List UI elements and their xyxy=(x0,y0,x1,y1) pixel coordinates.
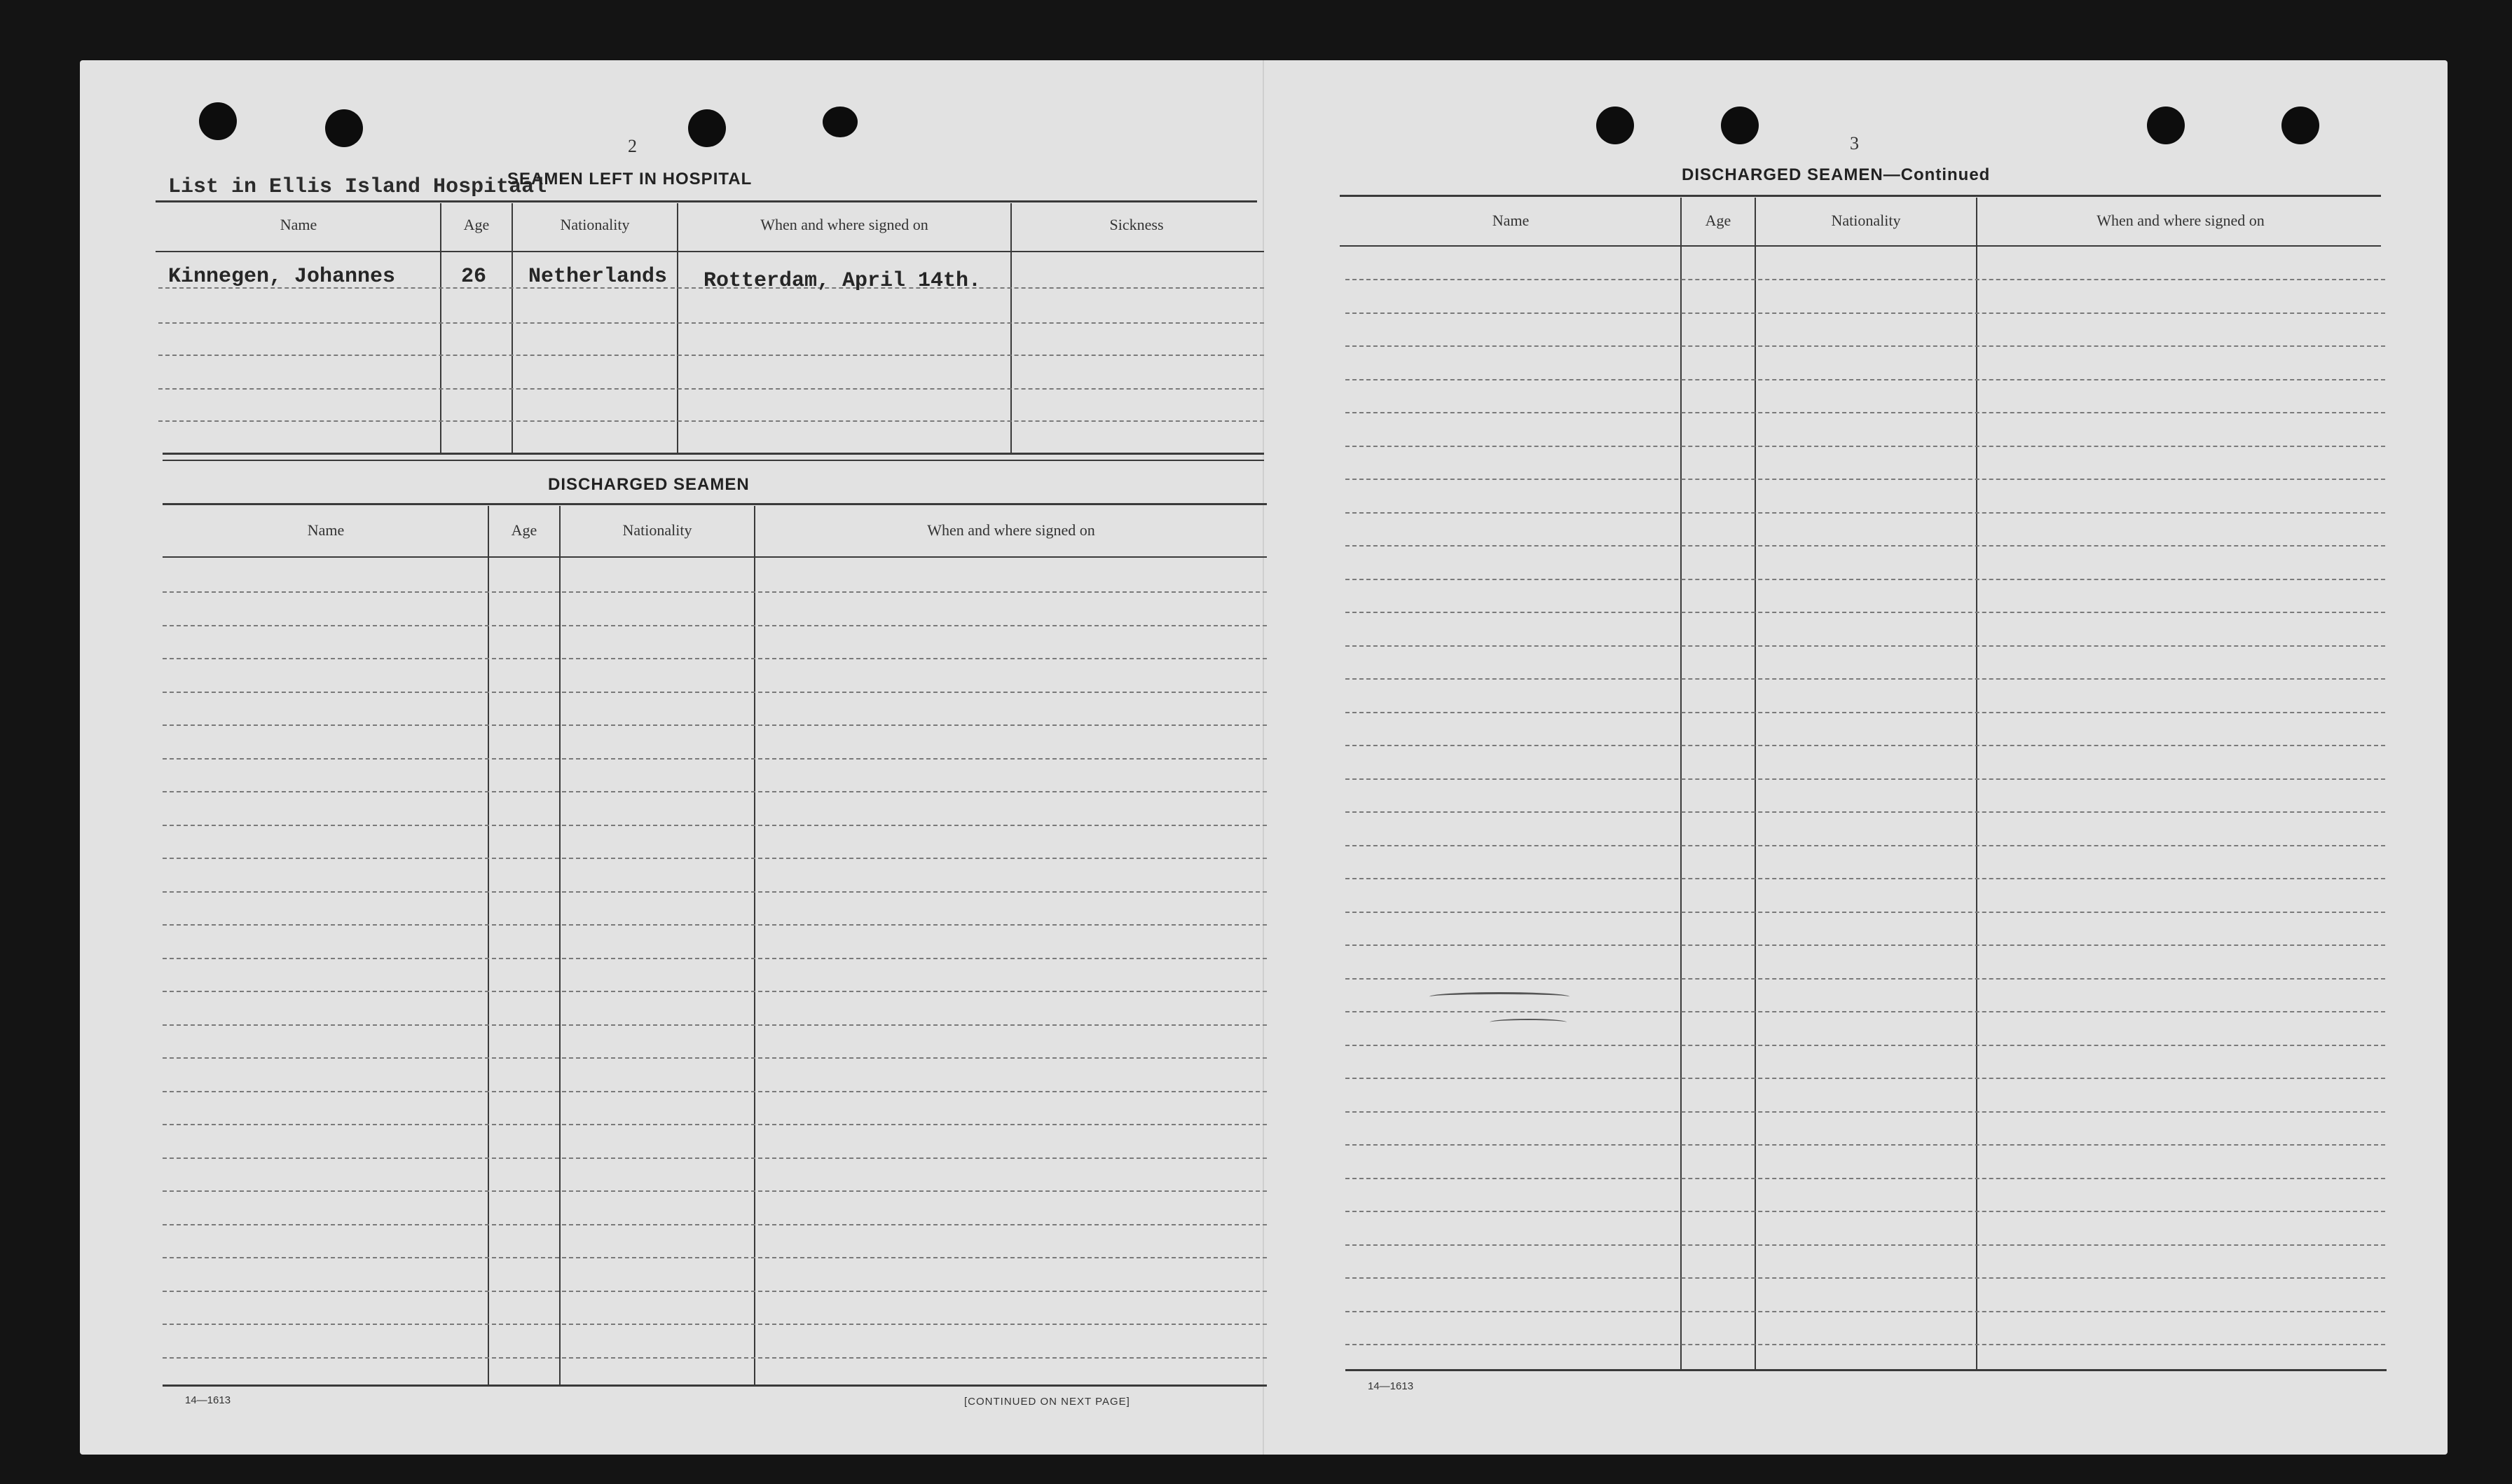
entry-line xyxy=(1345,1111,2385,1113)
entry-line xyxy=(1345,1311,2385,1312)
entry-line xyxy=(1345,479,2385,480)
entry-line xyxy=(1345,878,2385,879)
entry-line xyxy=(1345,412,2385,413)
punch-hole xyxy=(325,109,363,147)
entry-line xyxy=(163,625,1267,626)
entry-line xyxy=(163,591,1267,593)
page-number-right: 3 xyxy=(1850,133,1859,153)
column-divider xyxy=(512,203,513,453)
entry-line xyxy=(1345,545,2385,547)
entry-line xyxy=(1345,978,2385,980)
column-header-signed-on: When and where signed on xyxy=(760,216,928,233)
column-header-nationality: Nationality xyxy=(560,216,630,233)
discharged-heading: DISCHARGED SEAMEN xyxy=(548,475,750,494)
table-rule xyxy=(163,460,1264,461)
form-number-left: 14—1613 xyxy=(185,1394,231,1406)
column-header-age: Age xyxy=(463,216,490,233)
entry-line xyxy=(1345,645,2385,647)
column-header-nationality: Nationality xyxy=(1831,212,1901,229)
pencil-smudge xyxy=(1490,1019,1567,1026)
page-fold xyxy=(1263,60,1264,1455)
entry-line xyxy=(1345,712,2385,713)
entry-line xyxy=(1345,1277,2385,1279)
entry-line xyxy=(1345,944,2385,946)
form-number-right: 14—1613 xyxy=(1368,1380,1414,1392)
table-rule xyxy=(156,200,1257,202)
entry-line xyxy=(163,1124,1267,1125)
entry-line xyxy=(163,791,1267,792)
entry-line xyxy=(1345,1011,2385,1012)
pencil-smudge xyxy=(1429,992,1570,1001)
hospital-row-nationality: Netherlands xyxy=(528,265,668,289)
entry-line xyxy=(158,388,1264,390)
punch-hole xyxy=(2281,107,2319,144)
punch-hole xyxy=(199,102,237,140)
punch-hole xyxy=(1596,107,1634,144)
punch-hole xyxy=(688,109,726,147)
entry-line xyxy=(1345,745,2385,746)
entry-line xyxy=(1345,845,2385,846)
entry-line xyxy=(163,1157,1267,1159)
column-header-age: Age xyxy=(511,521,537,539)
table-rule xyxy=(163,556,1267,558)
entry-line xyxy=(163,692,1267,693)
hospital-row-signed-on: Rotterdam, April 14th. xyxy=(704,269,982,293)
table-rule xyxy=(163,453,1264,455)
hospital-heading: SEAMEN LEFT IN HOSPITAL xyxy=(507,170,753,188)
entry-line xyxy=(163,924,1267,926)
entry-line xyxy=(1345,1078,2385,1079)
column-header-name: Name xyxy=(307,521,345,539)
column-divider xyxy=(1755,198,1756,1369)
entry-line xyxy=(158,322,1264,324)
entry-line xyxy=(1345,1045,2385,1046)
entry-line xyxy=(1345,312,2385,314)
page-number-left: 2 xyxy=(628,136,637,156)
entry-line xyxy=(163,1291,1267,1292)
column-divider xyxy=(1680,198,1682,1369)
entry-line xyxy=(163,825,1267,826)
table-rule xyxy=(156,251,1264,252)
table-rule xyxy=(1340,245,2381,247)
column-header-nationality: Nationality xyxy=(622,521,692,539)
table-rule xyxy=(163,1385,1267,1387)
entry-line xyxy=(163,858,1267,859)
entry-line xyxy=(1345,1344,2385,1345)
entry-line xyxy=(163,958,1267,959)
column-header-name: Name xyxy=(1492,212,1530,229)
entry-line xyxy=(163,1257,1267,1258)
column-header-name: Name xyxy=(280,216,317,233)
entry-line xyxy=(1345,1144,2385,1146)
ledger-sheet xyxy=(80,60,2448,1455)
table-rule xyxy=(1340,195,2381,197)
column-divider xyxy=(440,203,441,453)
entry-line xyxy=(1345,1244,2385,1246)
entry-line xyxy=(163,1324,1267,1325)
entry-line xyxy=(163,724,1267,726)
column-divider xyxy=(677,203,678,453)
entry-line xyxy=(163,758,1267,760)
entry-line xyxy=(1345,811,2385,813)
entry-line xyxy=(163,1024,1267,1026)
entry-line xyxy=(163,891,1267,893)
entry-line xyxy=(1345,279,2385,280)
column-divider xyxy=(754,506,755,1385)
entry-line xyxy=(1345,1211,2385,1212)
entry-line xyxy=(163,1224,1267,1225)
punch-hole xyxy=(2147,107,2185,144)
entry-line xyxy=(1345,612,2385,613)
column-divider xyxy=(559,506,561,1385)
table-rule xyxy=(163,503,1267,505)
continued-note: [CONTINUED ON NEXT PAGE] xyxy=(964,1396,1130,1408)
table-rule xyxy=(1345,1369,2387,1371)
column-divider xyxy=(488,506,489,1385)
entry-line xyxy=(158,355,1264,356)
column-divider xyxy=(1976,198,1977,1369)
entry-line xyxy=(158,420,1264,422)
entry-line xyxy=(1345,379,2385,380)
discharged-continued-heading: DISCHARGED SEAMEN—Continued xyxy=(1682,165,1991,184)
column-header-age: Age xyxy=(1705,212,1731,229)
column-header-sickness: Sickness xyxy=(1109,216,1164,233)
column-header-signed-on: When and where signed on xyxy=(927,521,1095,539)
entry-line xyxy=(1345,446,2385,447)
entry-line xyxy=(163,1357,1267,1359)
punch-hole xyxy=(823,107,858,137)
entry-line xyxy=(1345,678,2385,680)
entry-line xyxy=(163,991,1267,992)
entry-line xyxy=(1345,345,2385,347)
entry-line xyxy=(163,1190,1267,1192)
entry-line xyxy=(1345,778,2385,780)
hospital-row-name: Kinnegen, Johannes xyxy=(168,265,396,289)
entry-line xyxy=(1345,912,2385,913)
entry-line xyxy=(163,1057,1267,1059)
hospital-row-age: 26 xyxy=(461,265,487,289)
entry-line xyxy=(163,658,1267,659)
entry-line xyxy=(1345,1178,2385,1179)
hospital-stamp: List in Ellis Island Hospitaal xyxy=(168,175,547,199)
entry-line xyxy=(1345,579,2385,580)
column-divider xyxy=(1010,203,1012,453)
column-header-signed-on: When and where signed on xyxy=(2096,212,2265,229)
punch-hole xyxy=(1721,107,1759,144)
entry-line xyxy=(163,1091,1267,1092)
entry-line xyxy=(1345,512,2385,514)
